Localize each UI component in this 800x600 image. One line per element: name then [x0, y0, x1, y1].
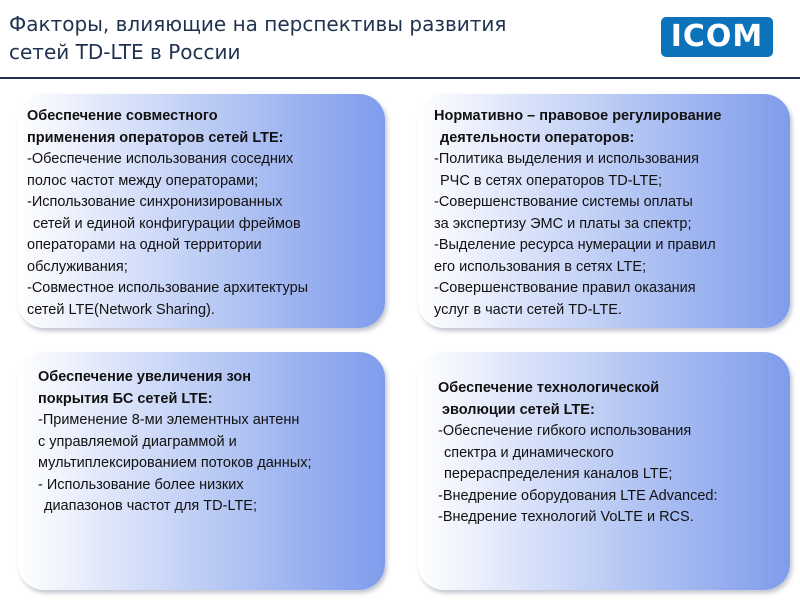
page-title [9, 10, 569, 66]
card-regulation [418, 94, 790, 328]
card-item-line: полос частот между операторами; [27, 172, 259, 189]
card-title-line-2: применения операторов сетей LTE: [27, 129, 284, 146]
card-title-line-1: Обеспечение технологической [438, 380, 660, 396]
card-item-line: спектра и динамического [444, 444, 614, 461]
card-item [434, 192, 790, 235]
card-item-line: -Обеспечение использования соседних [27, 151, 294, 167]
card-item [434, 149, 790, 171]
card-title [27, 106, 385, 149]
card-item-line: операторами на одной территории [27, 237, 262, 253]
logo-text: ICOM [670, 19, 764, 54]
card-joint-use [18, 94, 385, 328]
card-item [27, 171, 385, 193]
card-title [38, 367, 385, 410]
card-title-line-2: эволюции сетей LTE: [442, 401, 595, 418]
card-item-line: -Применение 8-ми элементных антенн [38, 412, 300, 428]
card-item-line: услуг в части сетей TD-LTE. [434, 301, 622, 318]
card-item-line: -Выделение ресурса нумерации и правил [434, 237, 716, 253]
card-item [438, 507, 790, 529]
card-item-line: сетей и единой конфигурации фреймов [33, 215, 301, 232]
page-title-line-2: сетей TD-LTE в России [9, 40, 241, 64]
card-item [38, 475, 385, 518]
card-item-line: сетей LTE(Network Sharing). [27, 301, 215, 318]
icom-logo [661, 17, 773, 57]
card-coverage [18, 352, 385, 590]
card-title-line-1: Обеспечение совместного [27, 108, 218, 124]
card-item [438, 486, 790, 508]
card-item [38, 410, 385, 475]
card-item [438, 421, 790, 486]
header-divider [0, 77, 800, 79]
card-title-line-2: деятельности операторов: [440, 129, 635, 146]
page-title-line-1: Факторы, влияющие на перспективы развития [9, 12, 507, 36]
card-item-line: -Совершенствование правил оказания [434, 280, 696, 296]
card-item [27, 192, 385, 278]
card-item-line: его использования в сетях LTE; [434, 258, 647, 275]
card-item-line: -Использование синхронизированных [27, 194, 283, 210]
card-item-line: перераспределения каналов LTE; [444, 466, 673, 482]
card-item-line: -Политика выделения и использования [434, 151, 699, 167]
card-item-line: РЧС в сетях операторов TD-LTE; [440, 172, 663, 189]
card-item [27, 278, 385, 321]
card-title [434, 106, 790, 149]
card-title-line-1: Обеспечение увеличения зон [38, 369, 251, 385]
card-title-line-2: покрытия БС сетей LTE: [38, 390, 213, 407]
card-item [434, 278, 790, 321]
card-item-line: -Внедрение технологий VoLTE и RCS. [438, 509, 694, 525]
card-item [434, 235, 790, 278]
card-item-line: - Использование более низких [38, 476, 244, 493]
card-item [27, 149, 385, 171]
card-item-line: за экспертизу ЭМС и платы за спектр; [434, 215, 692, 232]
card-item-line: мультиплексированием потоков данных; [38, 455, 312, 471]
card-item-line: -Совместное использование архитектуры [27, 280, 309, 296]
card-item-line: -Внедрение оборудования LTE Advanced: [438, 487, 718, 504]
card-item-line: -Совершенствование системы оплаты [434, 194, 693, 210]
card-item-line: обслуживания; [27, 258, 128, 275]
card-title [438, 378, 790, 421]
card-evolution [418, 352, 790, 590]
card-title-line-1: Нормативно – правовое регулирование [434, 108, 722, 124]
card-item-line: с управляемой диаграммой и [38, 433, 237, 450]
card-item-line: -Обеспечение гибкого использования [438, 423, 692, 439]
card-item-line: диапазонов частот для TD-LTE; [44, 498, 257, 514]
card-item [434, 171, 790, 193]
